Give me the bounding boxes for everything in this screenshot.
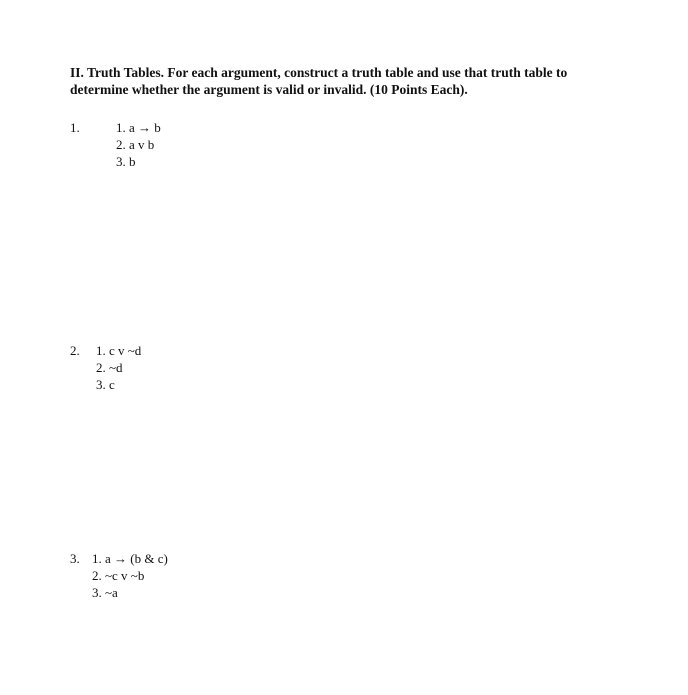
problem-number: 2. (70, 343, 80, 358)
heading-line-2: determine whether the argument is valid or invalid. (10 Points Each). (70, 82, 468, 97)
premise-1: 1. a → (b & c) (92, 551, 168, 566)
conclusion: 3. b (116, 154, 136, 169)
conclusion: 3. ~a (92, 585, 118, 600)
problem-number: 3. (70, 551, 80, 566)
premise-list (96, 342, 141, 393)
premise-list (92, 550, 168, 601)
premise-2: 2. ~c v ~b (92, 568, 145, 583)
section-heading (70, 64, 670, 98)
conclusion: 3. c (96, 377, 115, 392)
premise-2: 2. a v b (116, 137, 155, 152)
heading-line-1: II. Truth Tables. For each argument, construct a truth table and use that truth table to (70, 65, 568, 80)
premise-2: 2. ~d (96, 360, 123, 375)
premise-1: 1. c v ~d (96, 343, 142, 358)
premise-list (116, 119, 161, 170)
premise-1: 1. a → b (116, 120, 161, 135)
problem-number: 1. (70, 120, 80, 135)
